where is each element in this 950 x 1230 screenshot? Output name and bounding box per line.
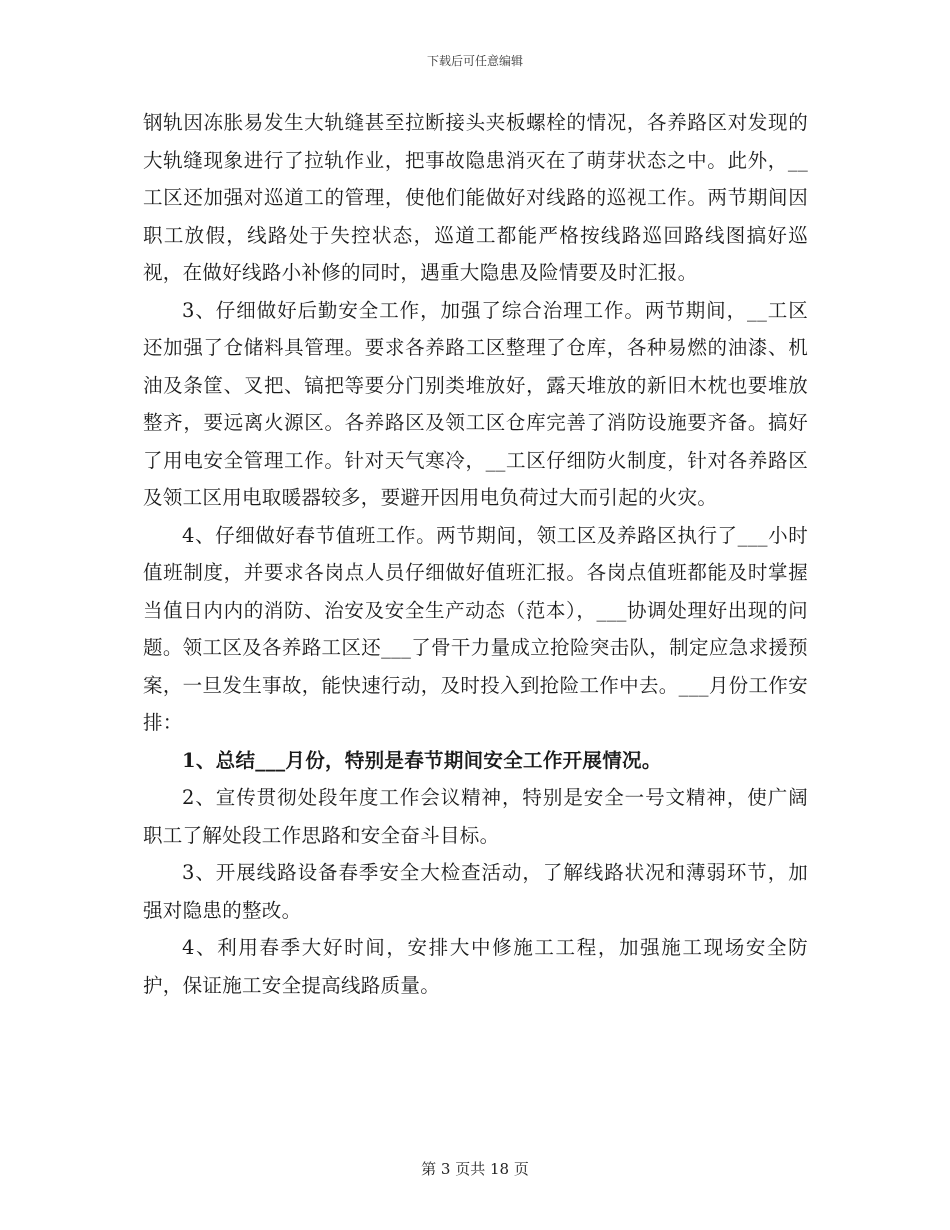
paragraph-plan-item-1: 1、总结___月份，特别是春节期间安全工作开展情况。 <box>182 748 662 772</box>
paragraph-plan-item-2: 2、宣传贯彻处段年度工作会议精神，特别是安全一号文精神，使广阔职工了解处段工作思路和安全奋斗目标。 <box>143 786 808 847</box>
page-header: 下载后可任意编辑 <box>426 54 523 68</box>
paragraph-plan-item-3: 3、开展线路设备春季安全大检查活动，了解线路状况和薄弱环节，加强对隐患的整改。 <box>143 861 808 922</box>
paragraph-plan-item-4: 4、利用春季大好时间，安排大中修施工工程，加强施工现场安全防护，保证施工安全提高线路质量。 <box>143 936 808 997</box>
page-footer: 第 3 页共 18 页 <box>421 1160 529 1178</box>
paragraph-continuation: 钢轨因冻胀易发生大轨缝甚至拉断接头夹板螺栓的情况，各养路区对发现的大轨缝现象进行了拉轨作业，把事故隐患消灭在了萌芽状态之中。此外，__工区还加强对巡道工的管理，使他们能做好对线路的巡视工作。两节期间因职工放假，线路处于失控状态，巡道工都能严格按线路巡回路线图搞好巡视，在做好线路小补修的同时，遇重大隐患及险情要及时汇报。 <box>143 111 808 284</box>
paragraph-logistics-safety: 3、仔细做好后勤安全工作，加强了综合治理工作。两节期间，__工区还加强了仓储料具管理。要求各养路工区整理了仓库，各种易燃的油漆、机油及条筐、叉把、镐把等要分门别类堆放好，露天堆放的新旧木枕也要堆放整齐，要远离火源区。各养路区及领工区仓库完善了消防设施要齐备。搞好了用电安全管理工作。针对天气寒冷，__工区仔细防火制度，针对各养路区及领工区用电取暖器较多，要避开因用电负荷过大而引起的火灾。 <box>143 298 808 509</box>
paragraph-spring-duty: 4、仔细做好春节值班工作。两节期间，领工区及养路区执行了___小时值班制度，并要求各岗点人员仔细做好值班汇报。各岗点值班都能及时掌握当值日内内的消防、治安及安全生产动态（范本），___协调处理好出现的问题。领工区及各养路工区还___了骨干力量成立抢险突击队，制定应急求援预案，一旦发生事故，能快速行动，及时投入到抢险工作中去。___月份工作安排： <box>143 523 808 734</box>
document-body <box>143 104 808 1004</box>
